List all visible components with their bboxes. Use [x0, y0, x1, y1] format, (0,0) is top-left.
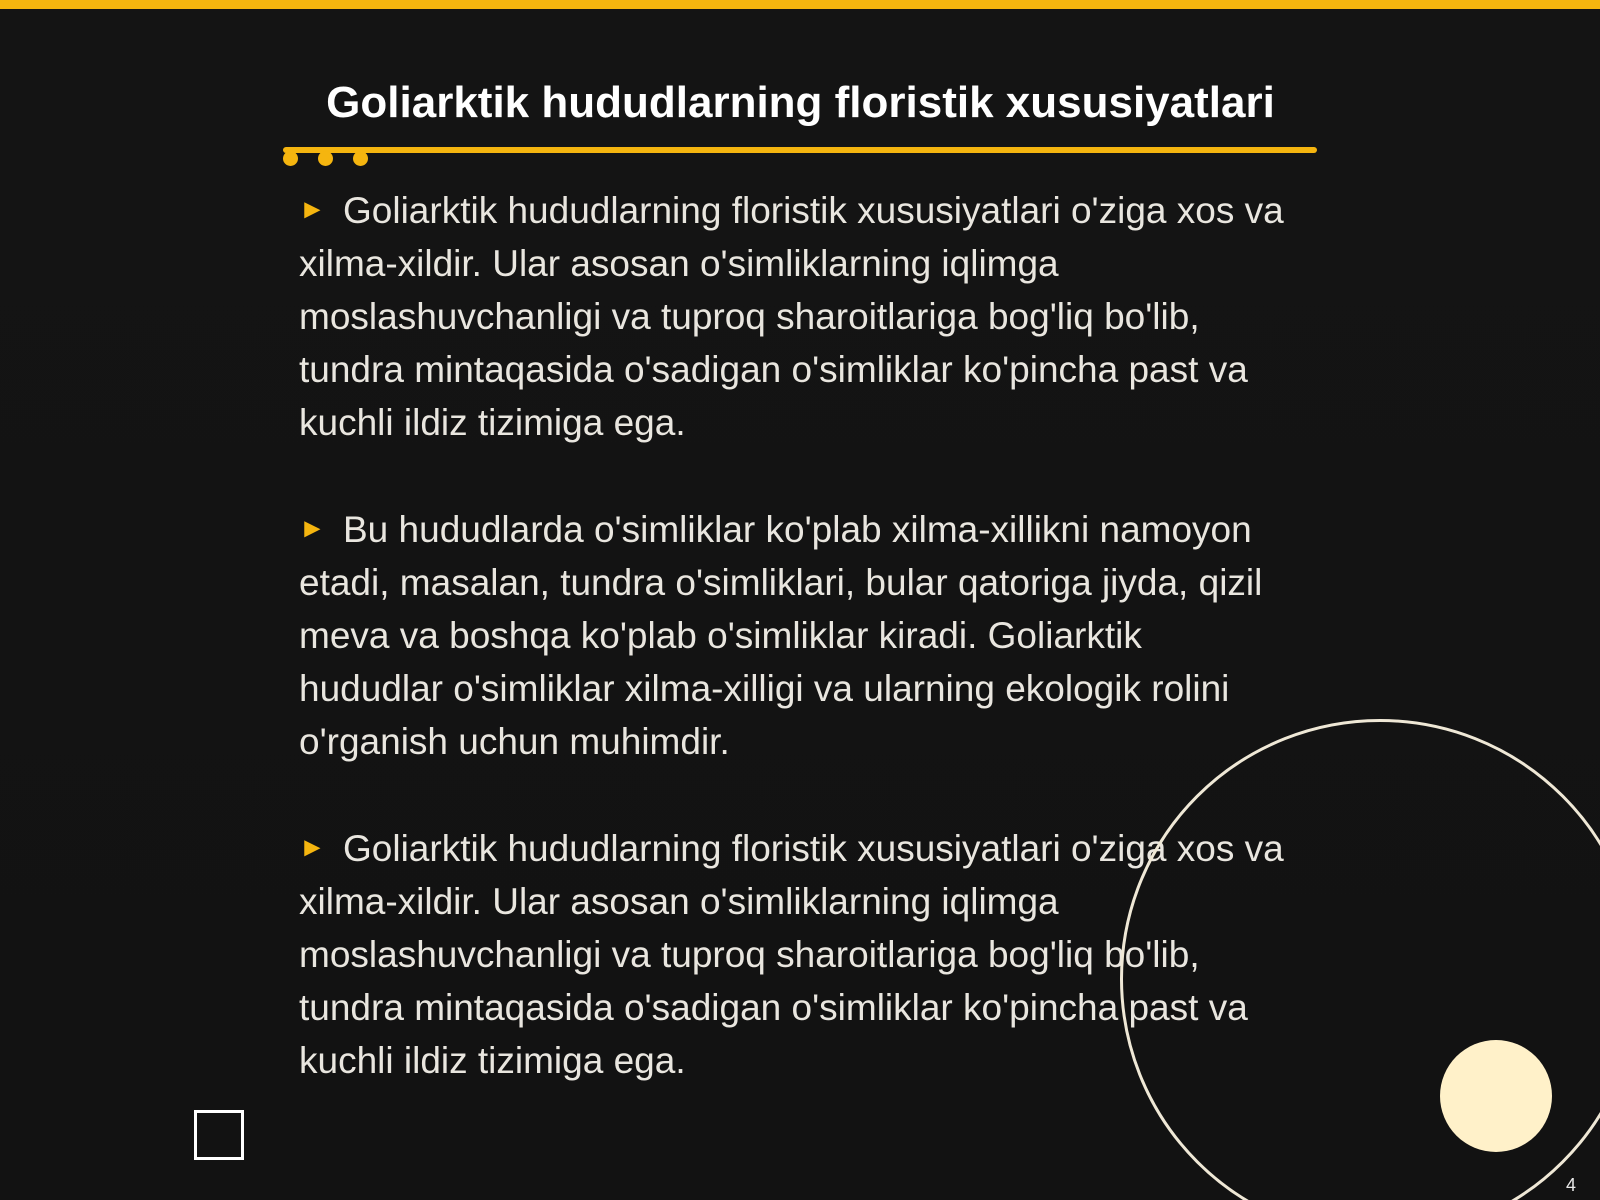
bullet-item [299, 184, 1284, 449]
slide-title: Goliarktik hududlarning floristik xususiyatlari [326, 78, 1275, 127]
bullet-arrow-icon: ► [299, 194, 326, 224]
bullet-text: Goliarktik hududlarning floristik xususiyatlari o'ziga xos va xilma-xildir. Ular asosan o'simliklarning iqlimga moslashuvchanligi va tuproq sharoitlariga bog'liq bo'lib, tundra mintaqasida o'sadigan o'simliklar ko'pincha past va kuchli ildiz tizimiga ega. [299, 190, 1284, 443]
decorative-circle-filled [1440, 1040, 1552, 1152]
accent-dot [283, 151, 298, 166]
title-underline [283, 147, 1317, 153]
decorative-dots [283, 149, 373, 169]
accent-dot [318, 151, 333, 166]
page-number: 4 [1565, 1175, 1576, 1195]
bullet-item [299, 503, 1284, 768]
bullet-text: Goliarktik hududlarning floristik xususiyatlari o'ziga xos va xilma-xildir. Ular asosan o'simliklarning iqlimga moslashuvchanligi va tuproq sharoitlariga bog'liq bo'lib, tundra mintaqasida o'sadigan o'simliklar ko'pincha past va kuchli ildiz tizimiga ega. [299, 828, 1284, 1081]
bullet-arrow-icon: ► [299, 513, 326, 543]
decorative-square-outline [194, 1110, 244, 1160]
top-accent-bar [0, 0, 1600, 9]
accent-dot [353, 151, 368, 166]
bullet-arrow-icon: ► [299, 832, 326, 862]
bullet-text: Bu hududlarda o'simliklar ko'plab xilma-xillikni namoyon etadi, masalan, tundra o'simliklari, bular qatoriga jiyda, qizil meva va boshqa ko'plab o'simliklar kiradi. Goliarktik hududlar o'simliklar xilma-xilligi va ularning ekologik rolini o'rganish uchun muhimdir. [299, 509, 1263, 762]
